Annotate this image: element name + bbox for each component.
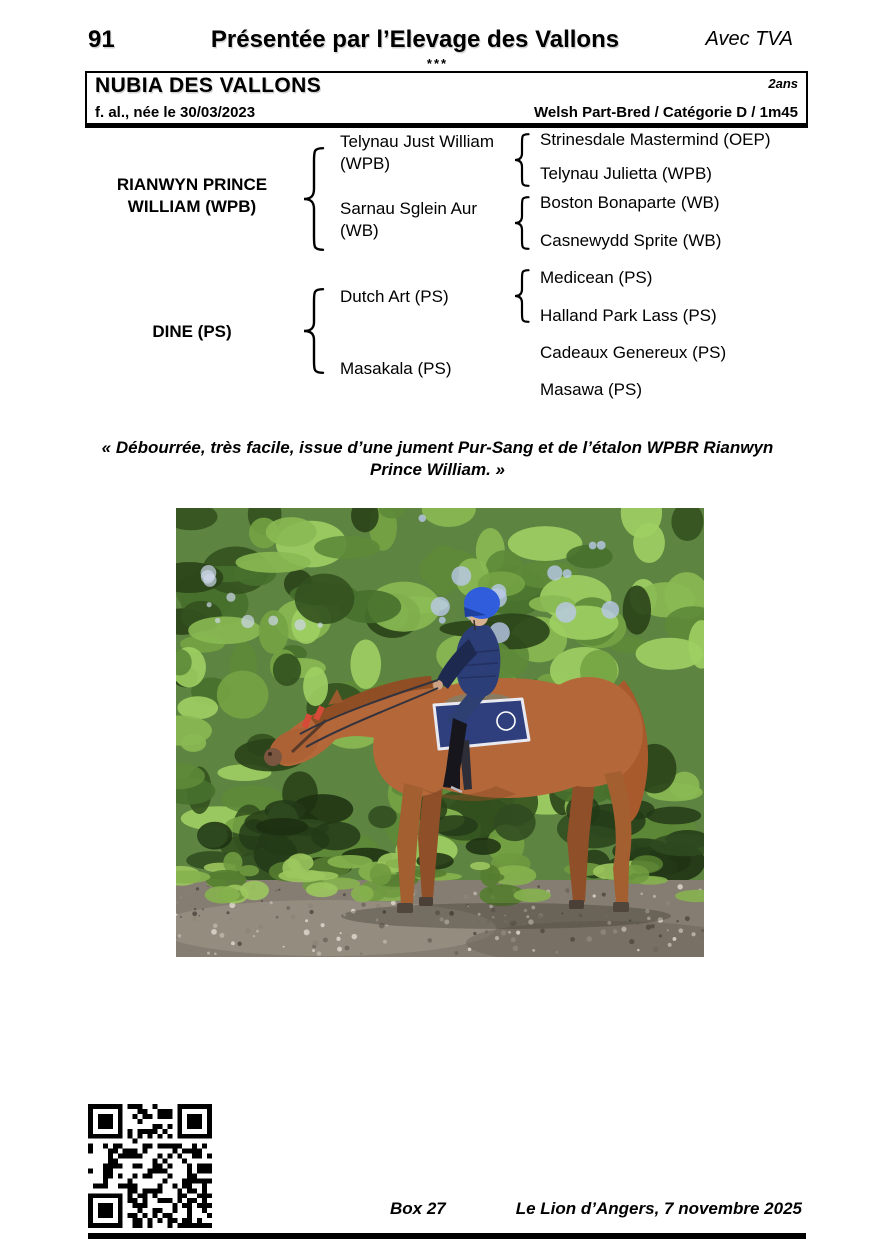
separator-stars: *** xyxy=(426,56,449,71)
tva-note: Avec TVA xyxy=(705,28,793,50)
pedigree-gen3-item: Cadeaux Genereux (PS) xyxy=(540,343,727,362)
horse-breed-info: Welsh Part-Bred / Catégorie D / 1m45 xyxy=(534,104,798,121)
horse-photo xyxy=(176,508,704,957)
pedigree-dam-dam: Masakala (PS) xyxy=(340,359,452,378)
pedigree-brace-2 xyxy=(514,196,530,250)
pedigree-gen3-item: Boston Bonaparte (WB) xyxy=(540,193,720,212)
bottom-rule xyxy=(88,1233,806,1239)
pedigree-sire-sire: Telynau Just William (WPB) xyxy=(340,132,494,173)
pedigree-sire: RIANWYN PRINCE WILLIAM (WPB) xyxy=(116,175,268,216)
pedigree-gen3-item: Masawa (PS) xyxy=(540,380,643,399)
sale-location-date: Le Lion d’Angers, 7 novembre 2025 xyxy=(515,1199,802,1218)
sale-comment: « Débourrée, très facile, issue d’une jument Pur-Sang et de l’étalon WPBR Rianwyn Prince William. » xyxy=(101,438,774,479)
pedigree-gen3-item: Medicean (PS) xyxy=(540,268,653,287)
horse-header-box xyxy=(85,71,808,128)
horse-birth-info: f. al., née le 30/03/2023 xyxy=(95,104,256,121)
pedigree-sire-dam: Sarnau Sglein Aur (WB) xyxy=(340,199,478,240)
pedigree-gen3-item: Halland Park Lass (PS) xyxy=(540,306,717,325)
pedigree-dam-sire: Dutch Art (PS) xyxy=(340,287,449,306)
pedigree-gen3-item: Casnewydd Sprite (WB) xyxy=(540,231,722,250)
page-title: Présentée par l’Elevage des Vallons xyxy=(210,26,620,53)
pedigree-gen3-item: Telynau Julietta (WPB) xyxy=(540,164,712,183)
horse-age: 2ans xyxy=(768,76,798,91)
pedigree-brace-sire xyxy=(303,147,325,251)
box-number: Box 27 xyxy=(390,1199,446,1218)
pedigree-brace-3 xyxy=(514,269,530,323)
horse-name: NUBIA DES VALLONS xyxy=(95,74,322,97)
pedigree-brace-1 xyxy=(514,133,530,187)
pedigree-brace-dam xyxy=(303,288,325,374)
qr-code xyxy=(88,1104,212,1228)
page-number: 91 xyxy=(88,26,115,53)
pedigree-gen3-item: Strinesdale Mastermind (OEP) xyxy=(540,130,771,149)
pedigree-dam: DINE (PS) xyxy=(152,322,232,341)
